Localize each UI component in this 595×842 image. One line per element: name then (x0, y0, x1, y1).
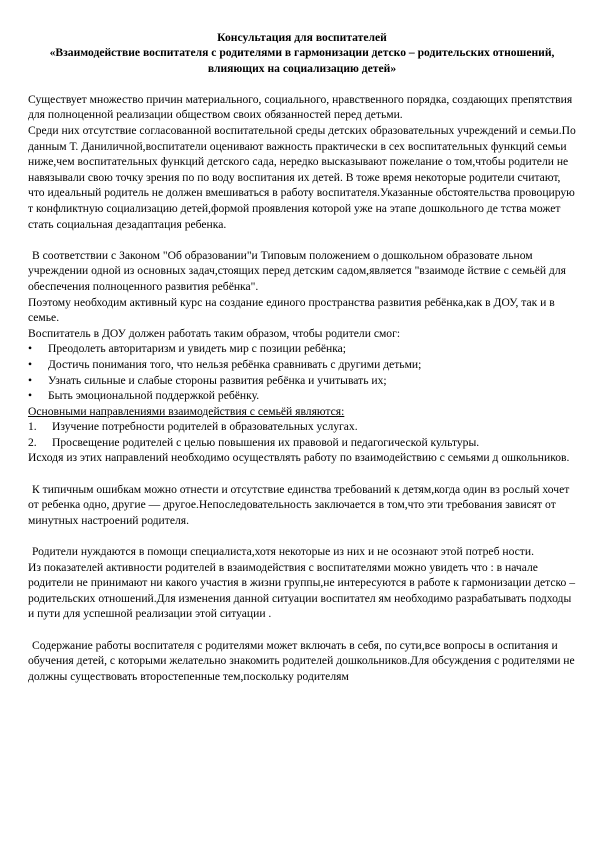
list-item-text: Изучение потребности родителей в образовательных услугах. (52, 420, 358, 434)
document-title: Консультация для воспитателей (217, 31, 387, 44)
list-item-text: Преодолеть авторитаризм и увидеть мир с позиции ребёнка; (48, 342, 347, 356)
list-item (28, 373, 576, 389)
bullet-marker: • (28, 357, 33, 371)
list-item (28, 435, 576, 451)
paragraph-help: Родители нуждаются в помощи специалиста,хотя некоторые из них и не осознают этой потреб ности. (32, 545, 534, 559)
list-item-text: Быть эмоциональной поддержкой ребёнку. (48, 389, 260, 403)
paragraph-space: Поэтому необходим активный курс на создание единого пространства развития ребёнка,как в ДОУ, так и в семье. (28, 295, 555, 325)
paragraph-errors: К типичным ошибкам можно отнести и отсутствие единства требований к детям,когда один вз рослый хочет от ребенка одно, другие — другое.Непоследовательность заключается в том,что эти требования зависят от минутных настроений родителя. (28, 482, 570, 527)
bullet-marker: • (28, 389, 33, 403)
document-subtitle: «Взаимодействие воспитателя с родителями в гармонизации детско – родительских отношений, влияющих на социализацию детей» (49, 46, 555, 75)
paragraph-reasons: Существует множество причин материального, социального, нравственного порядка, создающих препятствия для полноценной реализации обществом своих обязанностей перед детьми. (28, 92, 573, 122)
document-page (28, 30, 576, 684)
directions-heading: Основными направлениями взаимодействия с семьёй являются: (28, 404, 345, 418)
list-item-text: Просвещение родителей с целью повышения их правовой и педагогической культуры. (52, 435, 480, 449)
list-number: 1. (28, 420, 37, 434)
directions-list (28, 419, 576, 450)
list-item-text: Узнать сильные и слабые стороны развития ребёнка и учитывать их; (48, 373, 387, 387)
bullet-marker: • (28, 373, 33, 387)
paragraph-teacher: Воспитатель в ДОУ должен работать таким образом, чтобы родители смог: (28, 326, 401, 340)
paragraph-environment: Среди них отсутствие согласованной воспитательной среды детских образовательных учреждений и семьи.По данным Т. Даниличной,воспитатели оценивают важность практически в сех воспитательных функций семьи ниже,чем воспитательных функций детского сада, нередко высказывают пожелание о том,чтобы родители не навязывали свою точку зрения по по воду воспитания их детей. В тоже время некоторые родители считают, что идеальный родитель не должен вмешиваться в работу воспитателя.Указанные обстоятельства провоцирую т конфликтную социализацию детей,формой проявления которой уже на этапе дошкольного де тства может стать социальная дезадаптация ребенка. (28, 124, 576, 231)
goals-list (28, 341, 576, 403)
paragraph-content: Содержание работы воспитателя с родителями может включать в себя, по сути,все вопросы в оспитания и обучения детей, с которыми желательно знакомить родителей дошкольников.Для обсуждения с родителями не должны существовать второстепенные тем,поскольку родителям (28, 638, 575, 683)
list-item (28, 388, 576, 404)
paragraph-activity: Из показателей активности родителей в взаимодействия с воспитателями можно увидеть что : в начале родители не принимают ни какого участия в жизни группы,не интересуются в работе к гармонизации детско – родительских отношений.Для изменения данной ситуации воспитател ям необходимо разрабатывать подходы и пути для успешной реализации этой ситуации . (28, 560, 576, 621)
list-number: 2. (28, 435, 37, 449)
paragraph-conclusion: Исходя из этих направлений необходимо осуществлять работу по взаимодействию с семьями д ошкольников. (28, 451, 570, 465)
bullet-marker: • (28, 342, 33, 356)
document-header (28, 30, 576, 76)
paragraph-law: В соответствии с Законом "Об образовании"и Типовым положением о дошкольном образовате льном учреждении одной из основных задач,стоящих перед детским садом,является "взаимоде йствие с семьёй для обеспечения полноценного развития ребёнка". (28, 248, 566, 293)
list-item-text: Достичь понимания того, что нельзя ребёнка сравнивать с другими детьми; (48, 357, 422, 371)
list-item (28, 419, 576, 435)
list-item (28, 357, 576, 373)
list-item (28, 341, 576, 357)
